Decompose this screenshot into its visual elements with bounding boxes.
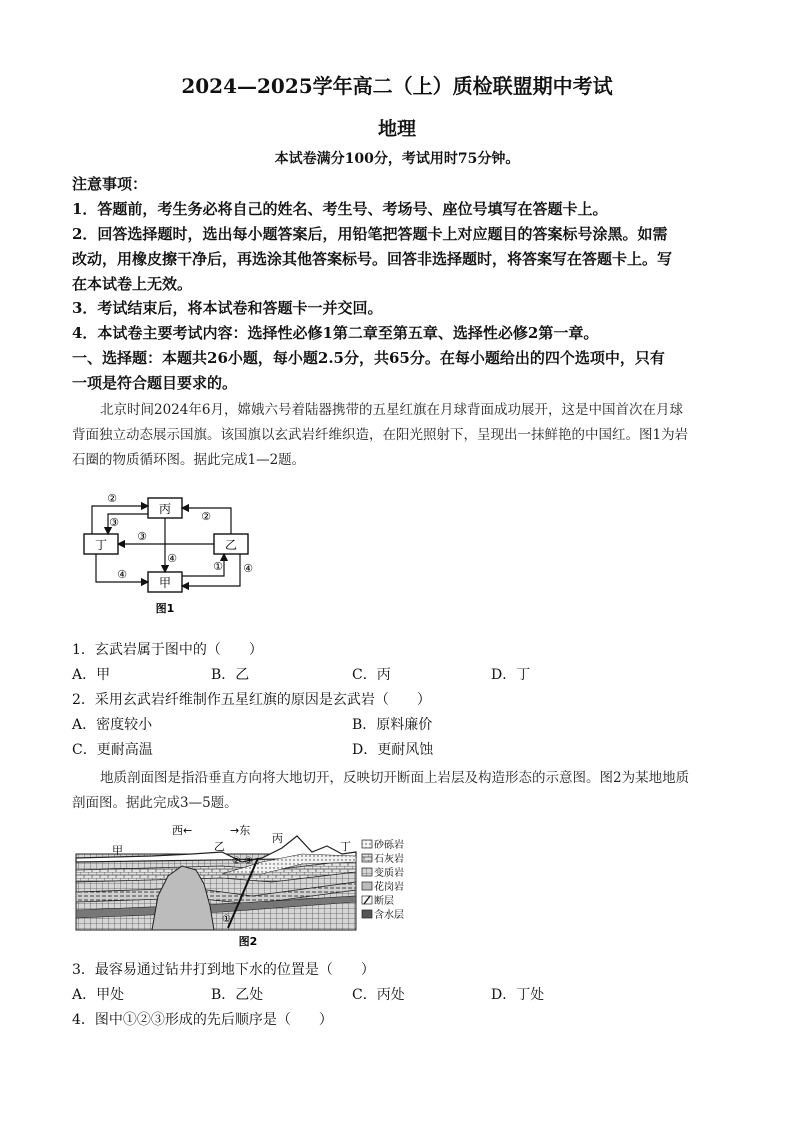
exam-title: 2024—2025学年高二（上）质检联盟期中考试	[181, 74, 613, 98]
legend-swatch	[362, 910, 372, 918]
arrow-yi-jia	[182, 554, 240, 586]
notes-item: 在本试卷上无效。	[72, 275, 193, 293]
q2-option-b[interactable]: B．原料廉价	[352, 717, 433, 733]
arrow-label: ②	[201, 510, 211, 523]
legend-swatch	[362, 868, 372, 876]
legend-label: 含水层	[374, 910, 404, 921]
q3-option-d[interactable]: D．丁处	[491, 987, 545, 1003]
question-3-stem: 3．最容易通过钻井打到地下水的位置是（ ）	[72, 962, 375, 978]
passage-line: 石圈的物质循环图。据此完成1—2题。	[72, 452, 306, 468]
figure1-caption: 图1	[155, 602, 175, 615]
place-yi: 乙	[214, 840, 225, 853]
box-label-jia: 甲	[158, 576, 172, 590]
question-2-stem: 2．采用玄武岩纤维制作五星红旗的原因是玄武岩（ ）	[72, 692, 431, 708]
legend-label: 砂砾岩	[374, 840, 404, 851]
legend-swatch	[362, 840, 372, 848]
q2-option-a[interactable]: A．密度较小	[72, 717, 153, 733]
passage-line: 背面独立动态展示国旗。该国旗以玄武岩纤维织造，在阳光照射下，呈现出一抹鲜艳的中国红。图1为岩	[72, 427, 689, 443]
notes-item: 3．考试结束后，将本试卷和答题卡一并交回。	[72, 299, 383, 317]
place-ding: 丁	[340, 840, 351, 853]
box-label-yi: 乙	[224, 538, 238, 552]
notes-heading: 注意事项：	[72, 175, 148, 193]
place-bing: 丙	[272, 832, 283, 845]
arrow-label: ④	[117, 568, 127, 581]
notes-item: 1．答题前，考生务必将自己的姓名、考生号、考场号、座位号填写在答题卡上。	[72, 200, 608, 218]
q1-option-c[interactable]: C．丙	[352, 667, 391, 683]
question-4-stem: 4．图中①②③形成的先后顺序是（ ）	[72, 1012, 333, 1028]
notes-item: 4．本试卷主要考试内容：选择性必修1第二章至第五章、选择性必修2第一章。	[72, 324, 599, 342]
passage-line: 剖面图。据此完成3—5题。	[72, 795, 238, 811]
legend-label: 变质岩	[374, 868, 404, 879]
marker-1: ①	[222, 914, 231, 925]
box-label-ding: 丁	[94, 538, 108, 552]
notes-item: 改动，用橡皮擦干净后，再选涂其他答案标号。回答非选择题时，将答案写在答题卡上。写	[72, 250, 673, 268]
question-1-stem: 1．玄武岩属于图中的（ ）	[72, 642, 263, 658]
place-jia: 甲	[112, 844, 123, 857]
legend-label: 断层	[374, 896, 394, 907]
q3-option-a[interactable]: A．甲处	[72, 987, 125, 1003]
legend-swatch	[362, 882, 372, 890]
q1-option-b[interactable]: B．乙	[211, 667, 250, 683]
q2-option-c[interactable]: C．更耐高温	[72, 742, 153, 758]
marker-3: ③	[244, 856, 253, 867]
passage-line: 北京时间2024年6月，嫦娥六号着陆器携带的五星红旗在月球背面成功展开，这是中国首次在月球	[100, 402, 683, 418]
arrow-label: ①	[213, 560, 223, 573]
box-label-bing: 丙	[158, 502, 172, 516]
legend-label: 花岗岩	[374, 882, 404, 893]
arrow-label: ②	[107, 492, 117, 505]
q3-option-c[interactable]: C．丙处	[352, 987, 405, 1003]
q2-option-d[interactable]: D．更耐风蚀	[352, 742, 434, 758]
section-heading: 一项是符合题目要求的。	[72, 374, 238, 392]
rock-cycle-diagram	[72, 478, 262, 618]
direction-west: 西←	[172, 824, 193, 837]
arrow-label: ④	[167, 552, 177, 565]
q1-option-a[interactable]: A．甲	[72, 667, 111, 683]
arrow-label: ④	[243, 562, 253, 575]
section-heading: 一、选择题：本题共26小题，每小题2.5分，共65分。在每小题给出的四个选项中，只有	[72, 349, 665, 367]
direction-east: →东	[230, 824, 251, 837]
notes-item: 2．回答选择题时，选出每小题答案后，用铅笔把答题卡上对应题目的答案标号涂黑。如需	[72, 225, 668, 243]
subject-title: 地理	[377, 118, 416, 140]
arrow-label: ③	[137, 530, 147, 543]
q3-option-b[interactable]: B．乙处	[211, 987, 264, 1003]
geologic-section-diagram	[72, 818, 417, 950]
exam-info: 本试卷满分100分，考试用时75分钟。	[274, 151, 520, 167]
passage-line: 地质剖面图是指沿垂直方向将大地切开，反映切开断面上岩层及构造形态的示意图。图2为某地地质	[100, 770, 690, 786]
legend-label: 石灰岩	[374, 854, 404, 865]
legend-swatch	[362, 854, 372, 862]
marker-2: ②	[232, 856, 241, 867]
figure2-caption: 图2	[238, 935, 258, 948]
q1-option-d[interactable]: D．丁	[491, 667, 531, 683]
arrow-label: ③	[109, 516, 119, 529]
